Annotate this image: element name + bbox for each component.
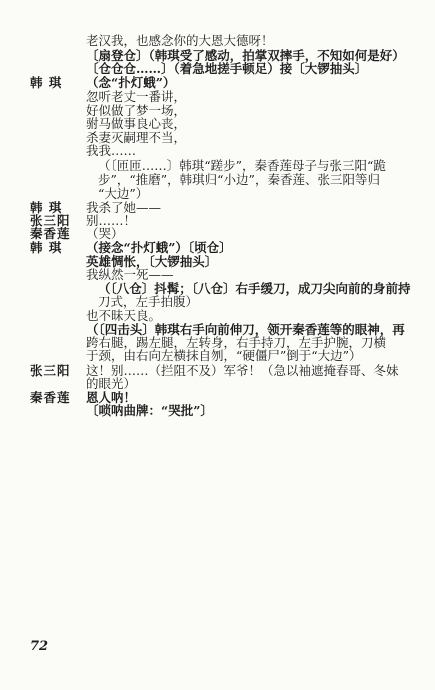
dialogue-text: （哭）: [86, 226, 124, 241]
script-line: [0, 400, 435, 422]
dialogue-text: 恩人呐！: [86, 390, 137, 405]
speaker-name: 韩 琪: [30, 200, 63, 215]
dialogue-text: 忽听老丈一番讲，: [86, 89, 187, 104]
dialogue-text: 驸马做事良心丧，: [86, 116, 187, 131]
music-cue: （念“扑灯蛾”）: [86, 75, 176, 90]
dialogue-text: 的眼光）: [86, 376, 137, 391]
music-cue: 〔唢呐曲牌：“哭批”〕: [86, 403, 213, 418]
dialogue-text: 别……！: [86, 213, 137, 228]
stage-direction: “大边”）: [98, 186, 149, 201]
dialogue-text: 英雄惆怅，〔大锣抽头〕: [86, 254, 218, 269]
dialogue-text: （接念“扑灯蛾”）〔顷仓〕: [86, 240, 232, 255]
dialogue-text: 也不昧天良。: [86, 308, 162, 323]
dialogue-text: 好似做了梦一场，: [86, 103, 187, 118]
music-cue: 〔扇登仓〕（韩琪受了感动，拍掌双摔手，不知如何是好）: [86, 48, 405, 63]
music-cue: （〔四击头〕韩琪右手向前伸刀，领开秦香莲等的眼神，再: [86, 322, 405, 337]
music-cue: 〔仓仓仓……〕（着急地搓手顿足）接〔大锣抽头〕: [86, 61, 368, 76]
speaker-name: 韩 琪: [30, 240, 63, 255]
speaker-name: 韩 琪: [30, 75, 63, 90]
speaker-name: 张三阳: [30, 363, 71, 378]
dialogue-text: 我纵然一死——: [86, 267, 174, 282]
dialogue-text: 我我……: [86, 143, 137, 158]
dialogue-text: 杀妻灭嗣理不当，: [86, 130, 187, 145]
dialogue-text: 我杀了她——: [86, 200, 162, 215]
page-number: 72: [30, 639, 49, 654]
dialogue-text: 这！别……（拦阻不及）军爷！（急以袖遮掩春哥、冬妹: [86, 363, 399, 378]
stage-direction: 刀式，左手拍腹）: [98, 294, 199, 309]
dialogue-text: 老汉我，也感念你的大恩大德呀！: [86, 33, 274, 48]
speaker-name: 张三阳: [30, 213, 71, 228]
speaker-name: 秦香莲: [30, 390, 71, 405]
stage-direction: 步”，“推磨”，韩琪归“小边”，秦香莲、张三阳等归: [98, 172, 380, 187]
stage-direction: （〔匝匝……〕韩琪“蹉步”，秦香莲母子与张三阳“跪: [98, 158, 386, 173]
music-cue: 跨右腿，踢左腿，左转身，右手持刀，左手护腕，刀横: [86, 335, 387, 350]
stage-direction: （〔八仓〕抖髯；〔八仓〕右手缓刀，成刀尖向前的身前持: [98, 281, 411, 296]
music-cue: 于颈，由右向左横抹自刎，“硬僵尸”倒于“大边”）: [86, 348, 362, 363]
speaker-name: 秦香莲: [30, 226, 71, 241]
